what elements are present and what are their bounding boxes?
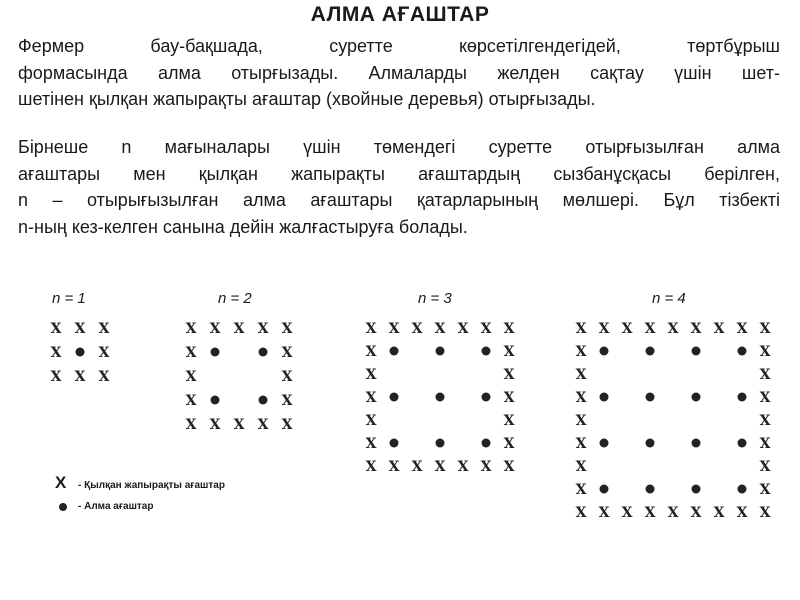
legend-conifer-text: - Қылқан жапырақты ағаштар xyxy=(78,480,225,491)
conifer-mark: X xyxy=(365,367,377,383)
apple-tree-mark xyxy=(76,348,85,357)
conifer-mark: X xyxy=(759,344,771,360)
conifer-mark: X xyxy=(575,482,587,498)
conifer-mark: X xyxy=(503,344,515,360)
conifer-mark: X xyxy=(736,505,748,521)
text-line: Бірнеше n мағыналары үшін төмендегі суретте отырғызылған алма xyxy=(18,137,780,157)
conifer-mark: X xyxy=(690,321,702,337)
conifer-mark: X xyxy=(457,459,469,475)
apple-tree-mark xyxy=(482,439,491,448)
conifer-mark: X xyxy=(365,459,377,475)
conifer-mark: X xyxy=(185,321,197,337)
conifer-mark: X xyxy=(185,345,197,361)
conifer-mark: X xyxy=(185,393,197,409)
conifer-mark: X xyxy=(575,459,587,475)
conifer-mark: X xyxy=(98,321,110,337)
conifer-mark: X xyxy=(598,505,610,521)
text-line: шетінен қылқан жапырақты ағаштар (хвойные деревья) отырғызады. xyxy=(18,89,596,109)
conifer-mark: X xyxy=(759,505,771,521)
conifer-mark: X xyxy=(365,321,377,337)
conifer-mark: X xyxy=(480,459,492,475)
apple-tree-mark xyxy=(436,439,445,448)
apple-tree-mark xyxy=(436,347,445,356)
apple-tree-mark xyxy=(738,347,747,356)
pattern-label-n4: n = 4 xyxy=(652,290,686,307)
apple-tree-mark xyxy=(390,393,399,402)
apple-tree-mark xyxy=(692,393,701,402)
conifer-mark: X xyxy=(50,321,62,337)
conifer-mark: X xyxy=(575,505,587,521)
conifer-mark: X xyxy=(621,321,633,337)
conifer-mark: X xyxy=(281,393,293,409)
conifer-mark: X xyxy=(759,436,771,452)
conifer-mark: X xyxy=(281,417,293,433)
conifer-mark: X xyxy=(759,459,771,475)
conifer-mark: X xyxy=(575,344,587,360)
page-title: АЛМА АҒАШТАР xyxy=(310,3,490,26)
apple-tree-mark xyxy=(692,485,701,494)
apple-tree-mark xyxy=(259,348,268,357)
conifer-mark: X xyxy=(644,505,656,521)
paragraph-description xyxy=(18,134,780,240)
conifer-mark: X xyxy=(434,321,446,337)
conifer-mark: X xyxy=(281,321,293,337)
legend-apple-text: - Алма ағаштар xyxy=(78,501,154,512)
apple-tree-mark xyxy=(692,439,701,448)
text-line: n – отырығызылған алма ағаштары қатарларының мөлшері. Бұл тізбекті xyxy=(18,190,780,210)
apple-tree-mark xyxy=(600,439,609,448)
conifer-mark: X xyxy=(759,367,771,383)
conifer-mark: X xyxy=(281,369,293,385)
conifer-mark: X xyxy=(575,367,587,383)
conifer-mark: X xyxy=(759,321,771,337)
conifer-mark: X xyxy=(575,390,587,406)
conifer-mark: X xyxy=(98,345,110,361)
conifer-mark: X xyxy=(411,321,423,337)
conifer-mark: X xyxy=(434,459,446,475)
text-line: формасында алма отырғызады. Алмаларды желден сақтау үшін шет- xyxy=(18,62,780,83)
pattern-label-n1: n = 1 xyxy=(52,290,86,307)
conifer-mark: X xyxy=(257,321,269,337)
conifer-mark: X xyxy=(667,321,679,337)
pattern-label-n3: n = 3 xyxy=(418,290,452,307)
apple-tree-mark xyxy=(436,393,445,402)
apple-tree-mark xyxy=(738,485,747,494)
conifer-mark: X xyxy=(759,390,771,406)
text-line: Фермер бау-бақшада, суретте көрсетілгендегідей, төртбұрыш xyxy=(18,36,780,56)
conifer-mark: X xyxy=(233,417,245,433)
pattern-grid-n3 xyxy=(365,322,530,487)
apple-tree-mark xyxy=(600,393,609,402)
conifer-mark: X xyxy=(365,344,377,360)
conifer-mark: X xyxy=(575,321,587,337)
apple-tree-mark xyxy=(646,393,655,402)
conifer-mark: X xyxy=(233,321,245,337)
conifer-mark: X xyxy=(209,321,221,337)
text-line: ағаштары мен қылқан жапырақты ағаштардың сызбанұсқасы берілген, xyxy=(18,163,780,184)
pattern-grid-n1 xyxy=(50,322,120,392)
apple-tree-mark xyxy=(482,347,491,356)
conifer-mark: X xyxy=(690,505,702,521)
apple-tree-mark xyxy=(482,393,491,402)
apple-tree-mark xyxy=(600,485,609,494)
conifer-mark: X xyxy=(281,345,293,361)
pattern-grid-n2 xyxy=(185,322,305,442)
conifer-mark: X xyxy=(388,321,400,337)
apple-tree-mark xyxy=(390,439,399,448)
conifer-mark: X xyxy=(50,369,62,385)
apple-tree-mark xyxy=(646,439,655,448)
apple-tree-mark xyxy=(738,393,747,402)
conifer-mark: X xyxy=(598,321,610,337)
conifer-mark: X xyxy=(209,417,221,433)
conifer-mark: X xyxy=(503,436,515,452)
conifer-mark: X xyxy=(713,321,725,337)
conifer-mark: X xyxy=(667,505,679,521)
legend-x-symbol: X xyxy=(55,473,67,492)
conifer-mark: X xyxy=(575,413,587,429)
conifer-mark: X xyxy=(74,321,86,337)
conifer-mark: X xyxy=(503,321,515,337)
conifer-mark: X xyxy=(257,417,269,433)
conifer-mark: X xyxy=(575,436,587,452)
conifer-mark: X xyxy=(185,417,197,433)
conifer-mark: X xyxy=(736,321,748,337)
conifer-mark: X xyxy=(457,321,469,337)
conifer-mark: X xyxy=(759,413,771,429)
paragraph-intro xyxy=(18,33,780,113)
conifer-mark: X xyxy=(98,369,110,385)
conifer-mark: X xyxy=(388,459,400,475)
conifer-mark: X xyxy=(503,459,515,475)
legend-dot-symbol xyxy=(59,503,67,511)
conifer-mark: X xyxy=(365,390,377,406)
apple-tree-mark xyxy=(600,347,609,356)
apple-tree-mark xyxy=(646,485,655,494)
conifer-mark: X xyxy=(503,390,515,406)
conifer-mark: X xyxy=(644,321,656,337)
conifer-mark: X xyxy=(185,369,197,385)
conifer-mark: X xyxy=(503,367,515,383)
apple-tree-mark xyxy=(390,347,399,356)
apple-tree-mark xyxy=(211,396,220,405)
apple-tree-mark xyxy=(646,347,655,356)
conifer-mark: X xyxy=(411,459,423,475)
conifer-mark: X xyxy=(759,482,771,498)
conifer-mark: X xyxy=(621,505,633,521)
apple-tree-mark xyxy=(259,396,268,405)
conifer-mark: X xyxy=(503,413,515,429)
conifer-mark: X xyxy=(50,345,62,361)
text-line: n-ның кез-келген санына дейін жалғастыруға болады. xyxy=(18,216,468,237)
apple-tree-mark xyxy=(692,347,701,356)
conifer-mark: X xyxy=(480,321,492,337)
conifer-mark: X xyxy=(365,413,377,429)
apple-tree-mark xyxy=(211,348,220,357)
pattern-label-n2: n = 2 xyxy=(218,290,252,307)
conifer-mark: X xyxy=(74,369,86,385)
conifer-mark: X xyxy=(713,505,725,521)
apple-tree-mark xyxy=(738,439,747,448)
pattern-grid-n4 xyxy=(575,322,785,532)
conifer-mark: X xyxy=(365,436,377,452)
